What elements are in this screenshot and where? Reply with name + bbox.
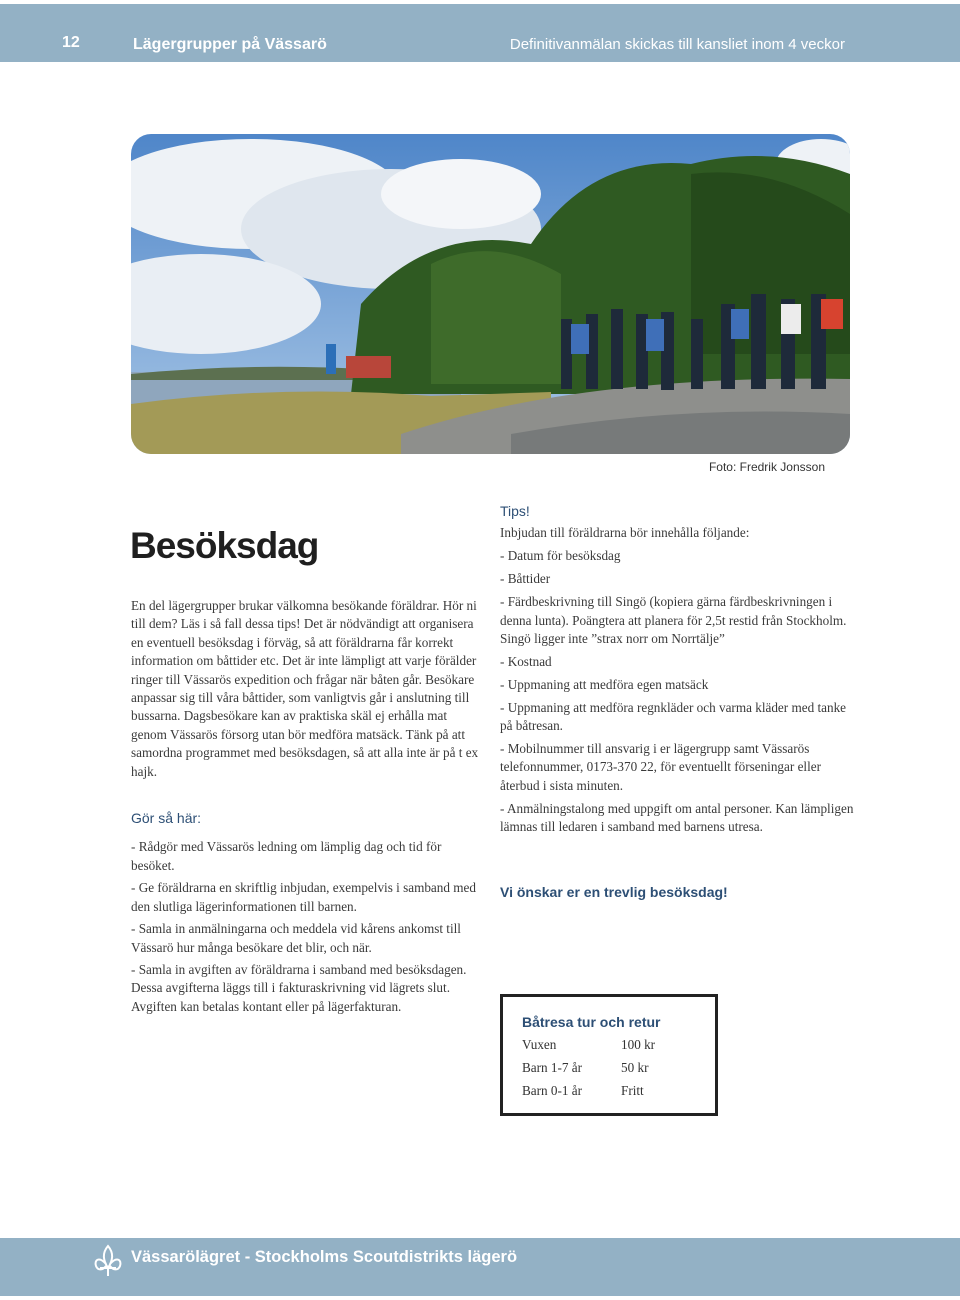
scout-lily-icon [93,1244,123,1283]
price-box-heading: Båtresa tur och retur [522,1014,661,1030]
tips-item: - Båttider [500,571,551,587]
tips-item: - Färdbeskrivning till Singö (kopiera gärna färdbeskrivningen i denna lunta). Poängtera att planera för 2,5t restid från Stockholm. Singö ligger inte ”strax norr om Norrtälje” [500,594,847,646]
price-row [522,1060,649,1076]
photo-credit: Foto: Fredrik Jonsson [708,460,825,474]
price-label: Vuxen [522,1037,557,1052]
footer-text: Vässarölägret - Stockholms Scoutdistrikts lägerö [131,1248,518,1266]
tips-intro: Inbjudan till föräldrarna bör innehålla följande: [500,525,750,541]
left-column [131,597,486,1020]
price-label: Barn 1-7 år [522,1060,583,1075]
header-note: Definitivanmälan skickas till kansliet inom 4 veckor [509,36,845,53]
price-label: Barn 0-1 år [522,1083,583,1098]
page-number: 12 [62,34,80,51]
closing-message: Vi önskar er en trevlig besöksdag! [500,883,728,900]
price-value: 50 kr [621,1060,649,1075]
article-title: Besöksdag [130,525,319,566]
header-bar [0,4,960,62]
price-box [500,994,718,1116]
price-row [522,1037,656,1053]
tips-item: - Uppmaning att medföra egen matsäck [500,676,709,692]
price-value: 100 kr [621,1037,656,1052]
price-row [522,1083,644,1099]
footer-bar [0,1238,960,1296]
tips-item: - Mobilnummer till ansvarig i er lägergrupp samt Vässarös telefonnummer, 0173-370 22, för eventuellt förseningar eller återbud i sista minuten. [500,740,821,793]
howto-item: - Samla in avgiften av föräldrarna i samband med besöksdagen. Dessa avgifterna läggs till i fakturaskrivning vid lägrets slut. Avgiften kan betalas kontant eller på lägerfakturan. [131,961,467,1014]
intro-paragraph: En del lägergrupper brukar välkomna besökande föräldrar. Hör ni till dem? Läs i så fall dessa tips! Det är nödvändigt att organisera en eventuell besöksdag i förväg, så att föräldrarna får korrekt information om båttider etc. Det är inte lämpligt att varje förälder ringer till Vässarös expedition och frågar när båten går. Besökare anpassar sig till våra båttider, som vanligtvis går i anslutning till bussarna. Dagsbesökare kan av praktiska skäl ej erhålla mat genom Vässarös försorg utan bör medföra matsäck. Tänk på att samordna programmet med besöksdagen, så att alla inte är på t ex hajk. [131,598,479,779]
tips-item: - Datum för besöksdag [500,548,621,564]
tips-item: - Kostnad [500,653,552,669]
tips-heading: Tips! [500,503,530,519]
howto-item: - Ge föräldrarna en skriftlig inbjudan, exempelvis i samband med den slutliga lägerinformationen till barnen. [131,880,476,914]
price-value: Fritt [621,1083,644,1098]
howto-item: - Samla in anmälningarna och meddela vid kårens ankomst till Vässarö hur många besökare det blir, och när. [131,921,461,955]
tips-item: - Uppmaning att medföra regnkläder och varma kläder med tanke på båtresan. [500,699,847,734]
howto-item: - Rådgör med Vässarös ledning om lämplig dag och tid för besöket. [131,839,442,873]
howto-heading: Gör så här: [131,810,202,827]
tips-item: - Anmälningstalong med uppgift om antal personer. Kan lämpligen lämnas till ledaren i samband med barnens utresa. [500,800,854,835]
header-title: Lägergrupper på Vässarö [133,36,327,53]
camp-photo [131,134,850,454]
tips-column [500,502,855,901]
